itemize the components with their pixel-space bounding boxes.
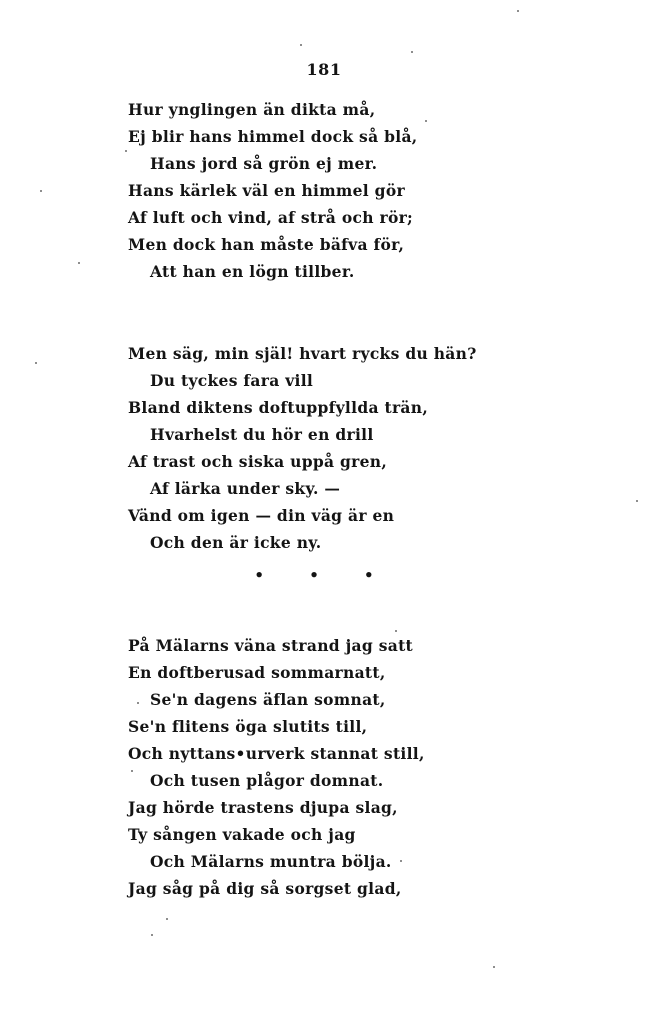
poem-line: Ej blir hans himmel dock så blå, [128,127,418,146]
poem-line: Hans kärlek väl en himmel gör [128,181,405,200]
scan-speck [35,362,37,364]
poem-line: Bland diktens doftuppfyllda trän, [128,398,429,417]
scan-speck [137,702,139,704]
poem-line: Du tyckes fara vill [150,371,314,390]
section-separator: • • • [254,566,394,584]
scan-speck [636,500,638,502]
poem-line: Af trast och siska uppå gren, [128,452,388,471]
poem-line: Hvarhelst du hör en drill [150,425,374,444]
scan-speck [400,860,402,862]
scan-speck [131,770,133,772]
poem-line: Att han en lögn tillber. [150,262,355,281]
poem-line: Och nyttans•urverk stannat still, [128,744,425,763]
scan-speck [125,150,127,152]
scan-speck [517,10,519,12]
scan-speck [395,630,397,632]
poem-line: En doftberusad sommarnatt, [128,663,386,682]
poem-line: Jag hörde trastens djupa slag, [128,798,398,817]
poem-line: Se'n flitens öga slutits till, [128,717,368,736]
poem-line: Af lärka under sky. — [150,479,341,498]
scan-speck [40,190,42,192]
poem-line: Och Mälarns muntra bölja. [150,852,392,871]
scan-speck [425,120,427,122]
scan-speck [493,966,495,968]
scan-speck [78,262,80,264]
poem-line: Men dock han måste bäfva för, [128,235,405,254]
poem-line: Se'n dagens äflan somnat, [150,690,386,709]
poem-line: Men säg, min själ! hvart rycks du hän? [128,344,477,363]
poem-line: Vänd om igen — din väg är en [128,506,395,525]
poem-line: Af luft och vind, af strå och rör; [128,208,414,227]
poem-line: Hur ynglingen än dikta må, [128,100,376,119]
scan-speck [300,44,302,46]
poem-line: Och tusen plågor domnat. [150,771,384,790]
poem-line: Jag såg på dig så sorgset glad, [128,879,402,898]
scan-speck [411,51,413,53]
scan-speck [151,934,153,936]
poem-line: Och den är icke ny. [150,533,322,552]
poem-line: På Mälarns väna strand jag satt [128,636,413,655]
scan-speck [166,918,168,920]
poem-line: Ty sången vakade och jag [128,825,356,844]
poem-line: Hans jord så grön ej mer. [150,154,378,173]
page-number: 181 [306,60,342,79]
